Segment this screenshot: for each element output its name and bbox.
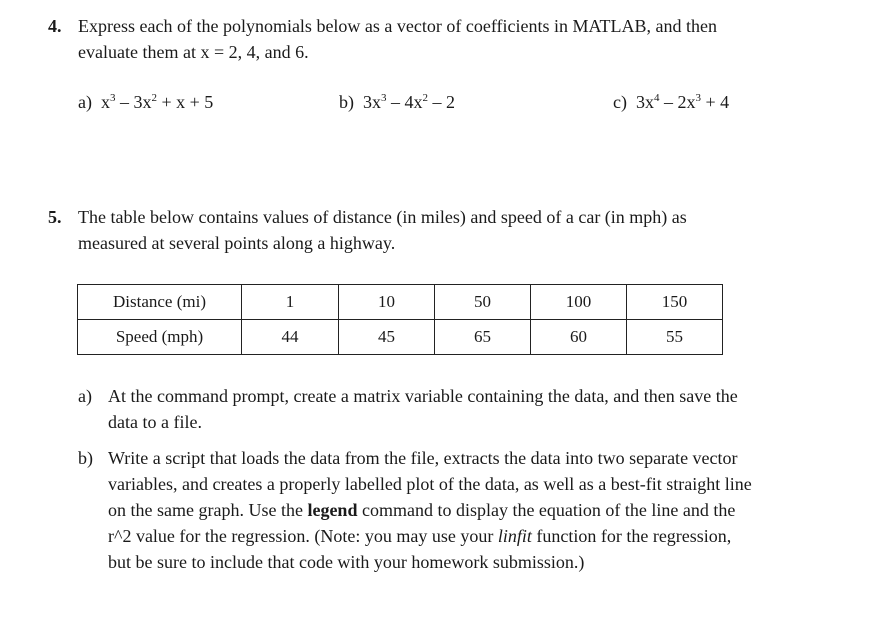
part-a-line-2: data to a file. <box>108 412 202 432</box>
table-cell: 65 <box>435 320 531 355</box>
part-b-line-1: Write a script that loads the data from the file, extracts the data into two separate vector <box>108 448 738 468</box>
table-row-speed <box>78 320 723 355</box>
question-4-line-2: evaluate them at x = 2, 4, and 6. <box>78 42 309 62</box>
part-b-label: b) <box>78 448 93 468</box>
question-5-number: 5. <box>48 207 62 227</box>
polynomial-a-label: a) <box>78 92 92 112</box>
part-b-line-5: but be sure to include that code with your homework submission.) <box>108 552 585 572</box>
table-cell: 150 <box>627 285 723 320</box>
part-b-line-3-pre: on the same graph. Use the <box>108 500 308 520</box>
table-cell: 50 <box>435 285 531 320</box>
distance-speed-table <box>77 284 723 355</box>
table-cell: 55 <box>627 320 723 355</box>
table-cell: 44 <box>242 320 339 355</box>
table-cell: 45 <box>339 320 435 355</box>
table-cell: 10 <box>339 285 435 320</box>
table-cell: 1 <box>242 285 339 320</box>
row-header-speed: Speed (mph) <box>78 320 242 355</box>
polynomial-b-label: b) <box>339 92 354 112</box>
part-a-line-1: At the command prompt, create a matrix variable containing the data, and then save the <box>108 386 738 406</box>
part-b-line-4-pre: r^2 value for the regression. (Note: you may use your <box>108 526 498 546</box>
part-b-line-4-post: function for the regression, <box>531 526 732 546</box>
polynomial-c: c) $3x^4 - 2x^3 + 4$ <box>613 92 730 112</box>
part-b-line-4 <box>108 523 731 549</box>
row-header-distance: Distance (mi) <box>78 285 242 320</box>
question-4-line-1: Express each of the polynomials below as a vector of coefficients in MATLAB, and then <box>78 16 717 36</box>
table-cell: 100 <box>531 285 627 320</box>
polynomial-a: a) $x^3 - 3x^2 + x + 5$ <box>78 92 214 112</box>
question-4-number: 4. <box>48 16 62 36</box>
part-b-line-3 <box>108 497 735 523</box>
linfit-keyword: linfit <box>497 526 532 546</box>
legend-keyword: legend <box>307 500 358 520</box>
table-row-distance <box>78 285 723 320</box>
question-5-line-2: measured at several points along a highway. <box>78 233 396 253</box>
polynomial-c-label: c) <box>613 92 627 112</box>
table-cell: 60 <box>531 320 627 355</box>
question-5-line-1: The table below contains values of distance (in miles) and speed of a car (in mph) as <box>78 207 687 227</box>
polynomial-b: b) $3x^3 - 4x^2 - 2$ <box>339 92 455 112</box>
part-b-line-3-post: command to display the equation of the line and the <box>357 500 736 520</box>
part-a-label: a) <box>78 386 92 406</box>
part-b-line-2: variables, and creates a properly labelled plot of the data, as well as a best-fit straight line <box>108 474 752 494</box>
